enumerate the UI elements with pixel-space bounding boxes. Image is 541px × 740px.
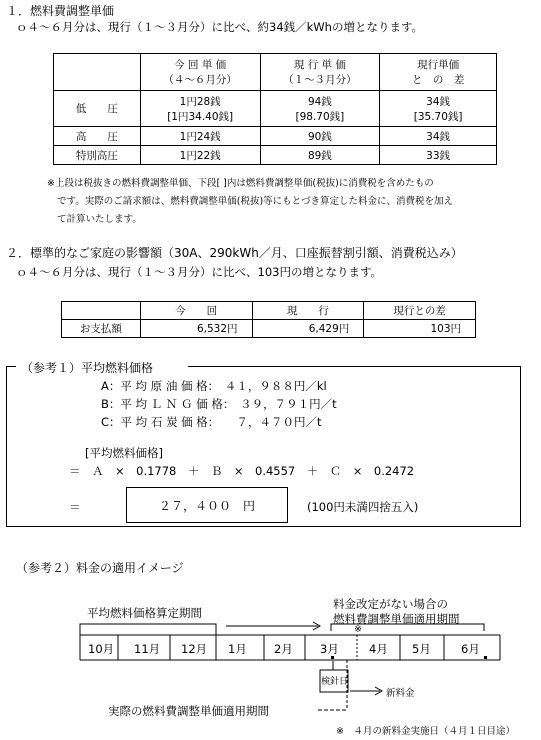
cell: 1円24銭 (140, 127, 260, 146)
header-previous: 現 行 (252, 302, 364, 320)
month-label: 6月 (461, 642, 480, 656)
reference2-title: （参考２）料金の適用イメージ (16, 561, 184, 575)
row-label: 低 圧 (54, 91, 141, 127)
rounding-note: (100円未満四捨五入) (307, 500, 419, 514)
cell: 1円22銭 (140, 146, 260, 165)
fuel-price-line: A：平 均 原 油 価 格： ４１，９８８円／kl (101, 379, 327, 393)
row-label: お支払額 (62, 320, 141, 338)
calc-period-label: 平均燃料価格算定期間 (87, 606, 202, 620)
cell: 6,532円 (140, 320, 252, 338)
row-label: 高 圧 (54, 127, 141, 146)
cell: 90銭 (260, 127, 380, 146)
footnote: ※ ４月の新料金実施日（４月１日目途） (336, 726, 515, 737)
month-label: 11月 (134, 642, 161, 656)
result-value: ２７，４００ 円 (158, 498, 255, 513)
cell: 34銭 [35.70銭] (380, 91, 497, 127)
header-difference: 現行との差 (364, 302, 476, 320)
section1-heading: １．燃料費調整単価 (6, 4, 115, 18)
month-label: 10月 (88, 642, 115, 656)
note-line-2: です。実際のご請求額は、燃料費調整単価(税抜)等にもとづき算定した料金に、消費税を加え (57, 196, 453, 207)
section2-heading: ２．標準的なご家庭の影響額（30A、290kWh／月、口座振替割引額、消費税込み） (6, 246, 463, 260)
section1-lead: ｏ４～６月分は、現行（１～３月分）に比べ、約34銭／kWhの増となります。 (16, 20, 424, 34)
formula-label: [平均燃料価格] (85, 446, 163, 460)
fuel-price-line: C：平 均 石 炭 価 格： ７，４７０円／t (101, 415, 322, 429)
section2-lead: ｏ４～６月分は、現行（１～３月分）に比べ、103円の増となります。 (16, 265, 383, 279)
month-label: 4月 (369, 642, 388, 656)
header-current: 今 回 (140, 302, 252, 320)
header-difference: 現行単価 と の 差 (380, 54, 497, 91)
fuel-price-line: B：平 均 Ｌ Ｎ Ｇ 価 格： ３９，７９１円／t (101, 397, 337, 411)
cell: 1円28銭 [1円34.40銭] (140, 91, 260, 127)
cell: 103円 (364, 320, 476, 338)
row-label: 特別高圧 (54, 146, 141, 165)
no-revision-label: 料金改定がない場合の (333, 597, 448, 611)
cell: 94銭 [98.70銭] (260, 91, 380, 127)
month-label: 3月 (320, 642, 339, 656)
cell: 33銭 (380, 146, 497, 165)
no-revision-label: 燃料費調整単価適用期間 (333, 612, 460, 626)
new-rate-label: 新料金 (386, 688, 415, 699)
formula: ＝ Ａ × 0.1778 ＋ Ｂ × 0.4557 ＋ Ｃ × 0.2472 (69, 464, 415, 478)
header-previous: 現 行 単 価 （１～３月分） (260, 54, 380, 91)
header-current: 今 回 単 価 （４～６月分） (140, 54, 260, 91)
note-line-1: ※上段は税抜きの燃料費調整単価、下段[ ]内は燃料費調整単価(税抜)に消費税を含めたもの (47, 178, 434, 189)
note-line-3: て計算いたします。 (57, 214, 142, 225)
month-label: 2月 (274, 642, 293, 656)
meter-day-label: 検針日 (321, 677, 349, 687)
asterisk-mark: ※ (354, 624, 362, 635)
equals-sign: ＝ (69, 500, 81, 514)
actual-period-label: 実際の燃料費調整単価適用期間 (108, 704, 269, 718)
month-label: 12月 (181, 642, 208, 656)
month-label: 1月 (228, 642, 247, 656)
reference1-title: （参考１）平均燃料価格 (18, 359, 156, 376)
month-label: 5月 (412, 642, 431, 656)
cell: 89銭 (260, 146, 380, 165)
cell: 34銭 (380, 127, 497, 146)
cell: 6,429円 (252, 320, 364, 338)
